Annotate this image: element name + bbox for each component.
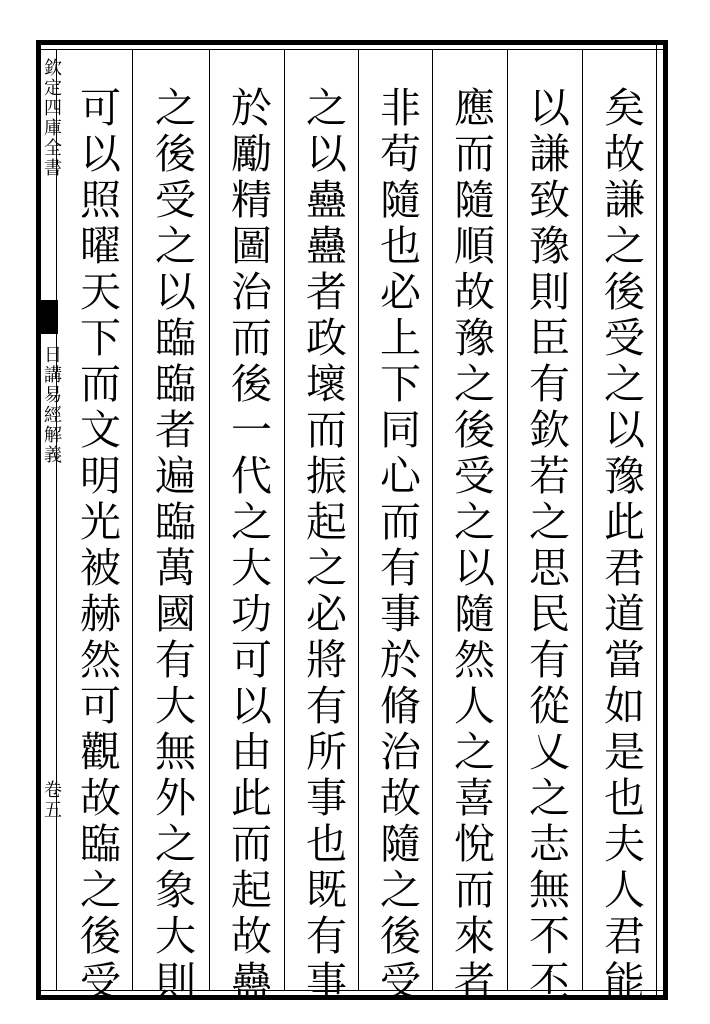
column-rule (209, 50, 210, 990)
fish-tail-mark (36, 300, 58, 334)
column-rule (432, 50, 433, 990)
text-column-4: 非苟隨也必上下同心而有事於脩治故隨之後受 (373, 86, 421, 1006)
margin-page-number: 卷五 (41, 780, 62, 820)
text-column-5: 之以蠱蠱者政壞而振起之必將有所事也既有事 (299, 86, 347, 1006)
text-column-3: 應而隨順故豫之後受之以隨然人之喜悅而來者 (447, 86, 495, 1006)
text-column-8: 可以照曜天下而文明光被赫然可觀故臨之後受 (73, 86, 121, 1006)
frame-right-border (656, 40, 668, 1000)
column-rule (507, 50, 508, 990)
column-rule (132, 50, 133, 990)
text-column-1: 矣故謙之後受之以豫此君道當如是也夫人君能 (597, 86, 645, 1006)
column-rule (582, 50, 583, 990)
margin-series-title: 欽定四庫全書 (41, 58, 62, 178)
text-column-6: 於勵精圖治而後一代之大功可以由此而起故蠱 (224, 86, 272, 1006)
frame-top-border (36, 40, 668, 50)
margin-strip (42, 50, 57, 990)
column-rule (284, 50, 285, 990)
column-rule (358, 50, 359, 990)
margin-book-title: 日講易經解義 (41, 345, 62, 465)
text-column-2: 以謙致豫則臣有欽若之思民有從乂之志無不丕 (522, 86, 570, 1006)
frame-bottom-border (36, 990, 668, 1000)
text-column-7: 之後受之以臨臨者遍臨萬國有大無外之象大則 (148, 86, 196, 1006)
